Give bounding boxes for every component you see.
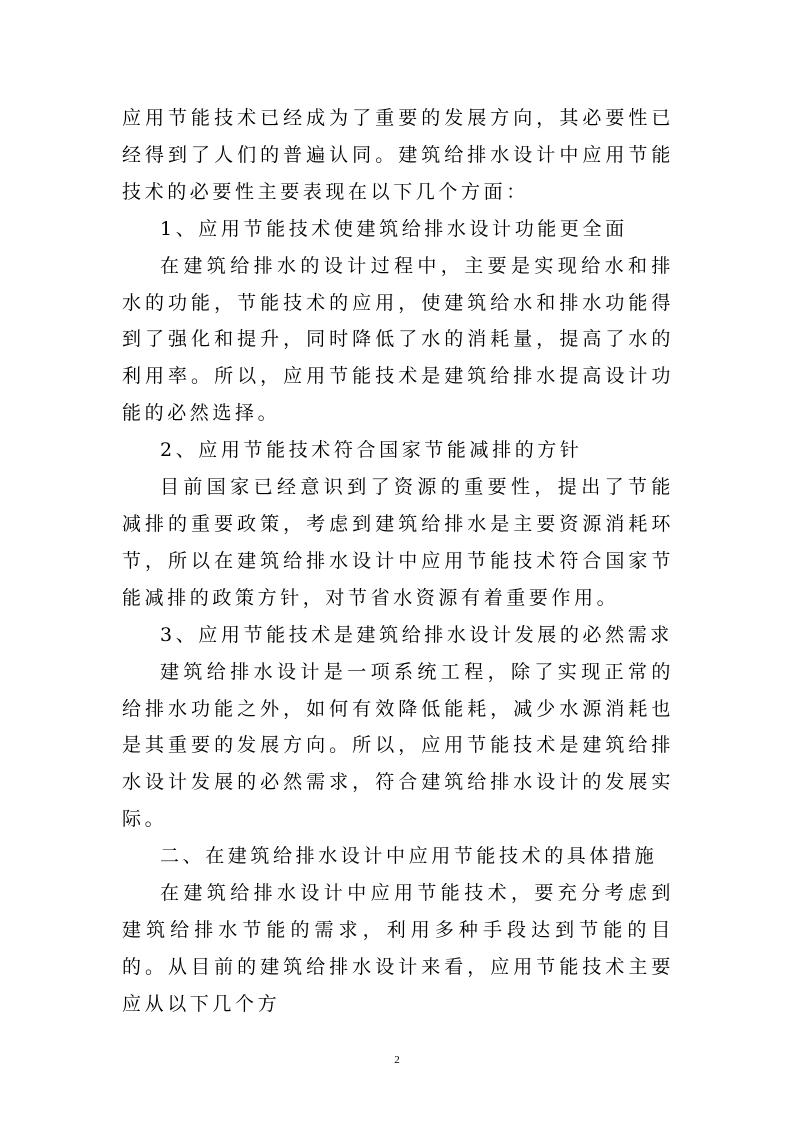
section-heading: 二、在建筑给排水设计中应用节能技术的具体措施 bbox=[160, 845, 658, 868]
paragraph: 在建筑给排水的设计过程中，主要是实现给水和排水的功能，节能技术的应用，使建筑给水和排水功能得到了强化和提升，同时降低了水的消耗量，提高了水的利用率。所以，应用节能技术是建筑给排水提高设计功能的必然选择。 bbox=[122, 254, 674, 425]
paragraph-continuation: 应用节能技术已经成为了重要的发展方向，其必要性已经得到了人们的普遍认同。建筑给排水设计中应用节能技术的必要性主要表现在以下几个方面： bbox=[122, 107, 674, 203]
body-text bbox=[122, 100, 674, 1023]
heading-1: 1、应用节能技术使建筑给排水设计功能更全面 bbox=[160, 217, 628, 240]
paragraph: 建筑给排水设计是一项系统工程，除了实现正常的给排水功能之外，如何有效降低能耗，减少水源消耗也是其重要的发展方向。所以，应用节能技术是建筑给排水设计发展的必然需求，符合建筑给排水设计的发展实际。 bbox=[122, 660, 674, 831]
heading-3: 3、应用节能技术是建筑给排水设计发展的必然需求 bbox=[160, 623, 673, 646]
heading-2: 2、应用节能技术符合国家节能减排的方针 bbox=[160, 439, 583, 462]
paragraph: 目前国家已经意识到了资源的重要性，提出了节能减排的重要政策，考虑到建筑给排水是主要资源消耗环节，所以在建筑给排水设计中应用节能技术符合国家节能减排的政策方针，对节省水资源有着重要作用。 bbox=[122, 476, 674, 609]
page-number: 2 bbox=[394, 1054, 400, 1066]
paragraph: 在建筑给排水设计中应用节能技术，要充分考虑到建筑给排水节能的需求，利用多种手段达到节能的目的。从目前的建筑给排水设计来看，应用节能技术主要应从以下几个方 bbox=[122, 882, 674, 1015]
